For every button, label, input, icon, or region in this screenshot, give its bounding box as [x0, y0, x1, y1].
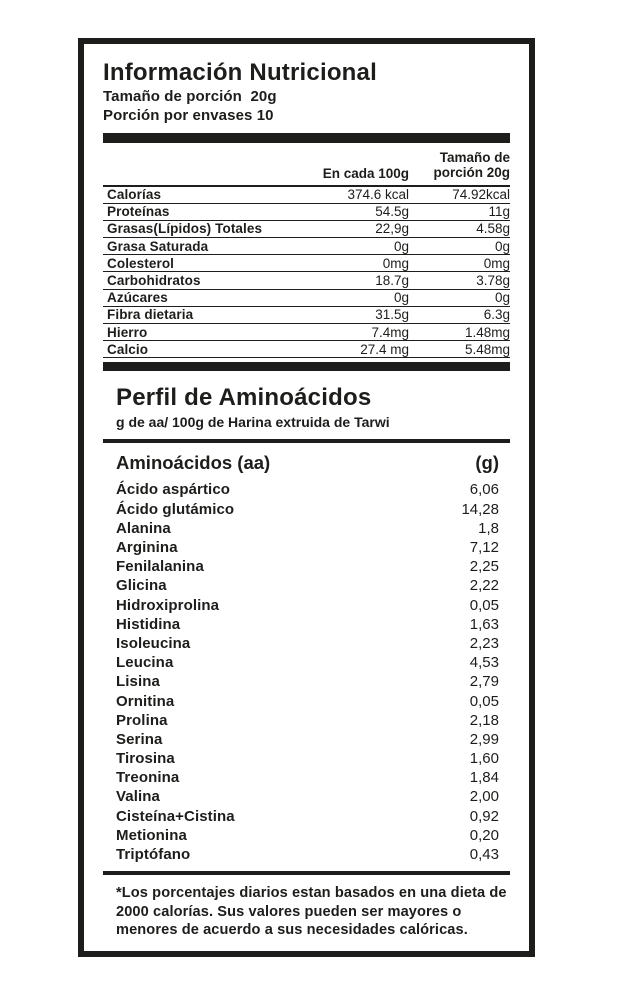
nutrient-name: Hierro [107, 324, 148, 340]
amino-acid-value: 7,12 [469, 539, 499, 557]
amino-column-value-header: (g) [475, 452, 499, 474]
amino-acid-name: Histidina [116, 615, 181, 633]
nutrient-value-per-100g: 0g [393, 290, 409, 306]
nutrient-value-per-100g: 7.4mg [371, 324, 409, 340]
nutrient-value-per-100g: 374.6 kcal [347, 187, 409, 203]
amino-acid-row [103, 807, 510, 826]
nutrient-value-per-serving: 6.3g [483, 307, 510, 323]
nutrient-row [103, 204, 510, 221]
amino-acid-row [103, 653, 510, 672]
amino-acid-value: 0,05 [469, 596, 499, 614]
amino-acid-row [103, 730, 510, 749]
nutrient-value-per-100g: 54.5g [375, 204, 409, 220]
amino-acid-row [103, 691, 510, 710]
section-separator-bar [103, 362, 510, 371]
nutrition-label [78, 38, 535, 957]
amino-acid-row [103, 615, 510, 634]
amino-acid-row [103, 538, 510, 557]
nutrient-name: Grasa Saturada [107, 238, 209, 254]
amino-acid-name: Alanina [116, 519, 171, 537]
header-separator-bar [103, 133, 510, 143]
amino-acid-name: Ornitina [116, 692, 175, 710]
nutrient-row [103, 290, 510, 307]
nutrient-value-per-serving: 11g [488, 204, 510, 220]
amino-section-subtitle: g de aa/ 100g de Harina extruida de Tarwi [116, 414, 390, 431]
amino-acid-value: 2,99 [469, 730, 499, 748]
nutrient-value-per-serving: 0g [494, 238, 510, 254]
amino-acid-name: Glicina [116, 577, 167, 595]
amino-acid-row [103, 500, 510, 519]
nutrient-value-per-100g: 31.5g [375, 307, 409, 323]
nutrient-row [103, 238, 510, 255]
amino-acid-name: Ácido aspártico [116, 481, 231, 499]
nutrient-value-per-100g: 0mg [382, 255, 409, 271]
amino-acid-row [103, 768, 510, 787]
nutrient-row [103, 307, 510, 324]
amino-acid-row [103, 634, 510, 653]
amino-acid-name: Tirosina [116, 750, 175, 768]
nutrient-name: Colesterol [107, 255, 175, 271]
amino-acid-name: Hidroxiprolina [116, 596, 220, 614]
amino-acid-name: Metionina [116, 826, 187, 844]
column-header-per-serving [409, 150, 510, 180]
amino-acid-name: Cisteína+Cistina [116, 807, 235, 825]
amino-acid-row [103, 672, 510, 691]
amino-acid-row [103, 845, 510, 864]
amino-acid-value: 0,05 [469, 692, 499, 710]
nutrient-value-per-serving: 1.48mg [464, 324, 510, 340]
amino-acid-value: 2,22 [469, 577, 499, 595]
amino-acid-value: 0,20 [469, 826, 499, 844]
nutrient-name: Calorías [107, 187, 162, 203]
amino-column-name-header: Aminoácidos (aa) [116, 452, 271, 474]
amino-acid-value: 1,60 [469, 750, 499, 768]
nutrients-table [103, 187, 510, 359]
footnote-text: *Los porcentajes diarios estan basados en una dieta de 2000 calorías. Sus valores pueden ser mayores o menores de acuerdo a sus necesidades calóricas. [116, 885, 507, 939]
amino-acid-value: 1,84 [469, 769, 499, 787]
serving-size-line: Tamaño de porción 20g [103, 87, 277, 105]
amino-section-title: Perfil de Aminoácidos [116, 384, 372, 412]
amino-acid-value: 0,92 [469, 807, 499, 825]
nutrient-value-per-serving: 4.58g [476, 221, 510, 237]
amino-table-column-headers [103, 452, 510, 474]
amino-acid-name: Arginina [116, 539, 178, 557]
nutrient-value-per-100g: 0g [393, 238, 409, 254]
amino-acid-value: 1,63 [469, 615, 499, 633]
amino-acid-value: 2,18 [469, 711, 499, 729]
amino-acid-name: Prolina [116, 711, 168, 729]
nutrient-row [103, 221, 510, 238]
nutrient-value-per-serving: 0mg [483, 255, 510, 271]
column-header-per-serving-line1: Tamaño de [439, 150, 510, 166]
column-header-per-100g: En cada 100g [322, 165, 409, 181]
amino-acid-value: 2,79 [469, 673, 499, 691]
amino-acid-name: Triptófano [116, 846, 191, 864]
nutrient-value-per-100g: 22,9g [375, 221, 409, 237]
nutrient-row [103, 324, 510, 341]
amino-acid-value: 2,00 [469, 788, 499, 806]
amino-acid-row [103, 557, 510, 576]
amino-acid-value: 6,06 [469, 481, 499, 499]
amino-acid-row [103, 787, 510, 806]
nutrient-name: Carbohidratos [107, 273, 201, 289]
nutrient-table-column-headers [103, 143, 510, 186]
amino-acid-name: Leucina [116, 654, 174, 672]
column-header-per-serving-line2: porción 20g [433, 165, 510, 181]
amino-acid-value: 2,25 [469, 558, 499, 576]
nutrient-row [103, 187, 510, 204]
amino-acid-row [103, 576, 510, 595]
nutrient-row [103, 341, 510, 358]
nutrient-row [103, 255, 510, 272]
nutrient-value-per-serving: 0g [494, 290, 510, 306]
nutrient-value-per-serving: 3.78g [476, 273, 510, 289]
amino-acid-value: 1,8 [478, 519, 499, 537]
nutrient-value-per-100g: 18.7g [375, 273, 409, 289]
amino-acid-value: 4,53 [469, 654, 499, 672]
footnote-divider [103, 871, 510, 875]
amino-acid-value: 0,43 [469, 846, 499, 864]
amino-acid-name: Valina [116, 788, 160, 806]
nutrient-name: Proteínas [107, 204, 170, 220]
amino-acid-row [103, 596, 510, 615]
amino-acid-name: Ácido glutámico [116, 500, 235, 518]
amino-acid-row [103, 480, 510, 499]
amino-acid-value: 14,28 [461, 500, 499, 518]
amino-acid-name: Lisina [116, 673, 160, 691]
nutrient-row [103, 272, 510, 289]
amino-acid-row [103, 749, 510, 768]
nutrient-value-per-100g: 27.4 mg [360, 341, 409, 357]
nutrient-value-per-serving: 5.48mg [464, 341, 510, 357]
amino-acid-value: 2,23 [469, 634, 499, 652]
nutrient-value-per-serving: 74.92kcal [452, 187, 510, 203]
label-title: Información Nutricional [103, 59, 377, 86]
nutrient-name: Azúcares [107, 290, 168, 306]
amino-acid-name: Fenilalanina [116, 558, 204, 576]
servings-per-container-line: Porción por envases 10 [103, 106, 274, 124]
amino-acid-name: Treonina [116, 769, 180, 787]
amino-acid-row [103, 519, 510, 538]
nutrient-name: Calcio [107, 341, 149, 357]
amino-acids-table [103, 480, 510, 864]
amino-header-divider [103, 439, 510, 443]
amino-acid-name: Isoleucina [116, 634, 191, 652]
nutrient-name: Fibra dietaria [107, 307, 194, 323]
amino-acid-name: Serina [116, 730, 163, 748]
amino-acid-row [103, 826, 510, 845]
amino-acid-row [103, 711, 510, 730]
nutrient-name: Grasas(Lípidos) Totales [107, 221, 263, 237]
